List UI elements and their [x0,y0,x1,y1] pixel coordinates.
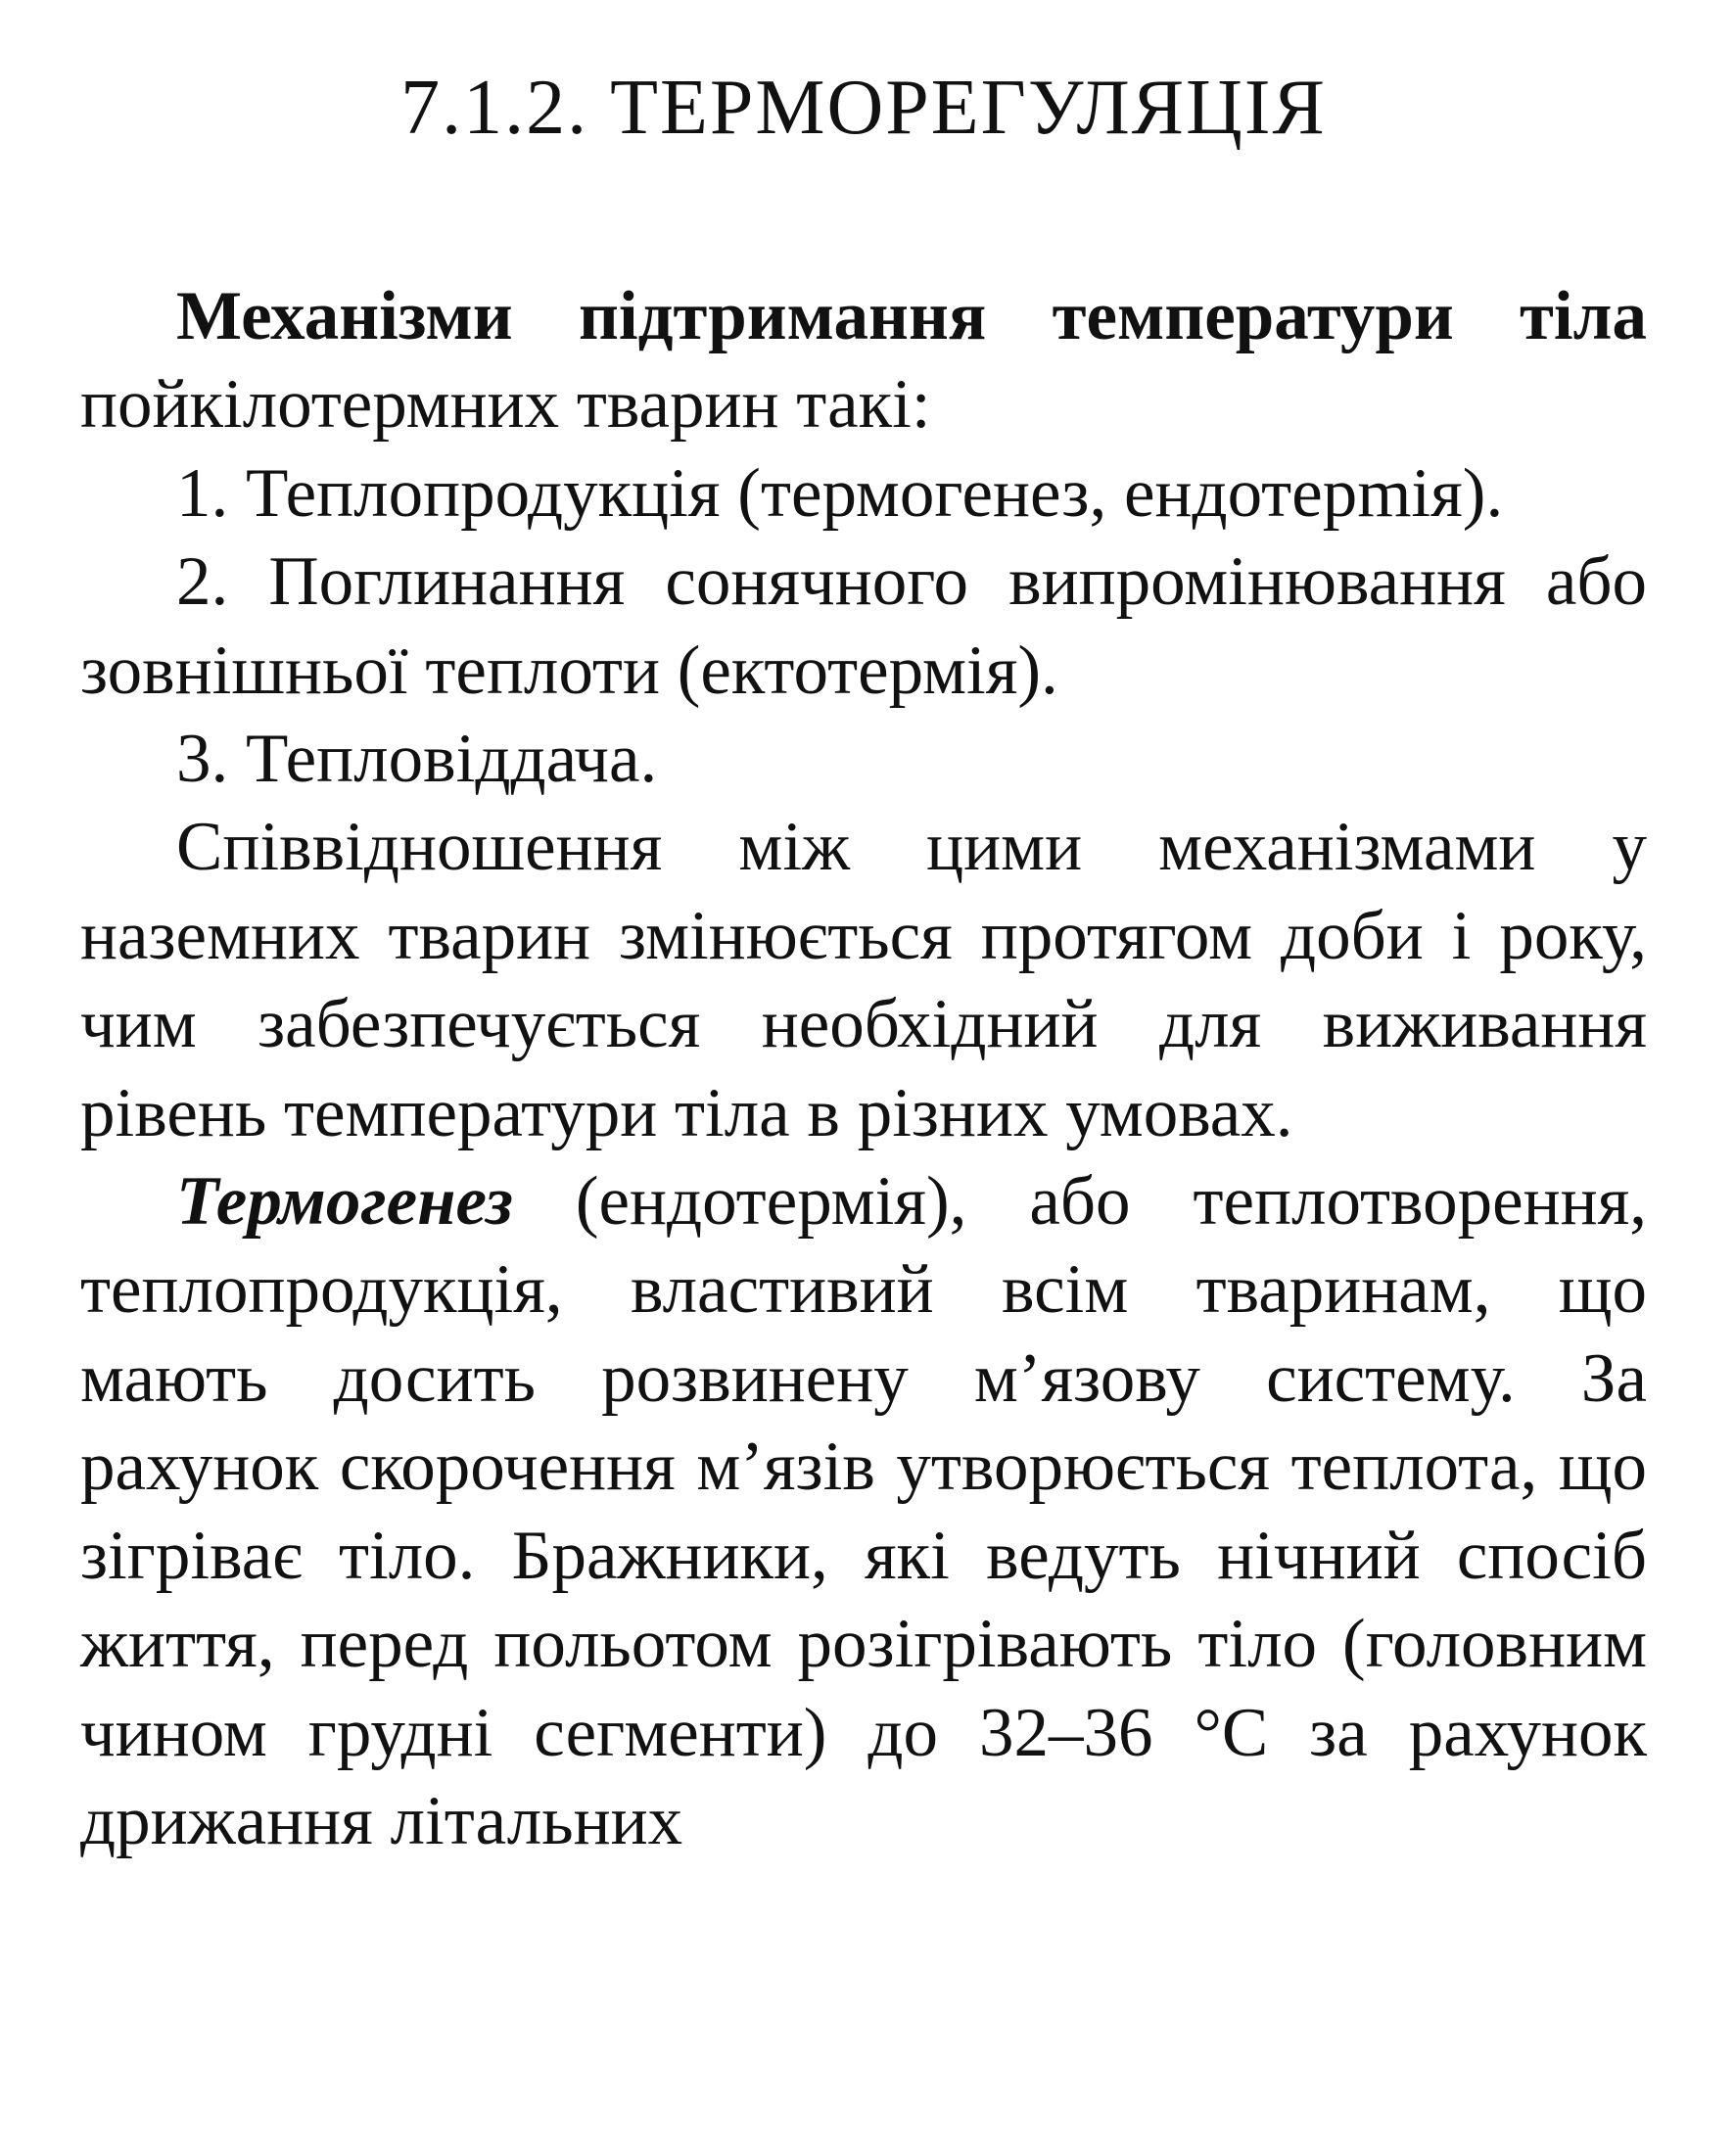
section-title: 7.1.2. ТЕРМОРЕГУЛЯЦІЯ [400,65,1327,151]
bold-italic-term-thermogenesis: Термогенез [176,1163,513,1241]
list-item-2: 2. Поглинання сонячного випромінювання або зовнішньої теплоти (ектотермія). [80,543,1647,709]
bold-term-mechanisms: Механізми підтримання температури тіла [176,278,1647,354]
ratio-paragraph: Співвідношення між цими механізмами у наземних тварин змінюється протягом доби і року, чим забезпечується необхідний для виживання рівень температури тіла в різних умовах. [80,809,1647,1151]
thermogenesis-paragraph-text: (ендотермія), або теплотворення, теплопродукція, властивий всім тваринам, що мають досить розвинену м’язову систему. За рахунок скорочення м’язів утворюється теплота, що зігріває тіло. Бражники, які ведуть нічний спосіб життя, перед польотом розігрівають тіло (головним чином грудні сегменти) до 32–36 °С за рахунок дрижання літальних [80,1163,1647,1859]
list-item-3: 3. Тепловіддача. [176,721,658,798]
thermogenesis-paragraph [80,1157,1647,1865]
intro-paragraph-text: пойкілотермних тварин такі: [80,366,931,444]
document-page [80,59,1647,1865]
intro-paragraph [80,272,1647,449]
list-item-1: 1. Теплопродукція (термогенез, ендотерmія). [176,454,1504,532]
